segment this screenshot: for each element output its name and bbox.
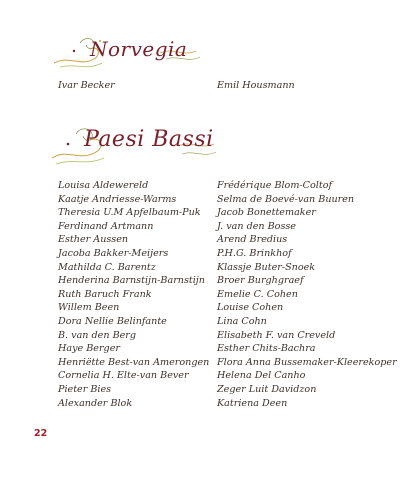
- list-item: P.H.G. Brinkhof: [217, 247, 292, 259]
- name-list-left: [58, 179, 209, 410]
- list-item: Pieter Bies: [58, 383, 112, 395]
- list-item: Lina Cohn: [217, 315, 267, 327]
- name-list-left: [58, 79, 115, 93]
- list-item: Cornelia H. Elte-van Bever: [58, 370, 189, 382]
- list-item: Henriëtte Best-van Amerongen: [58, 356, 210, 368]
- section-heading-netherlands: [50, 124, 214, 164]
- list-item: Ferdinand Artmann: [58, 220, 154, 232]
- list-item: Ivar Becker: [58, 80, 115, 91]
- list-item: J. van den Bosse: [217, 220, 296, 232]
- list-item: Louisa Aldewereld: [58, 180, 149, 191]
- section-title: Paesi Bassi: [84, 127, 214, 152]
- list-item: Haye Berger: [58, 343, 120, 355]
- list-item: Ruth Baruch Frank: [58, 288, 152, 300]
- list-item: Kaatje Andriesse-Warms: [58, 193, 177, 205]
- list-item: Jacob Bonettemaker: [217, 207, 316, 219]
- list-item: Zeger Luit Davidzon: [217, 383, 317, 395]
- list-item: Henderina Barnstijn-Barnstijn: [58, 275, 205, 287]
- list-item: Jacoba Bakker-Meijers: [58, 247, 169, 259]
- list-item: Klassje Buter-Snoek: [217, 261, 316, 273]
- list-item: Mathilda C. Barentz: [58, 261, 156, 273]
- list-item: Alexander Blok: [58, 397, 133, 409]
- list-item: Elisabeth F. van Creveld: [217, 329, 336, 341]
- list-item: Emelie C. Cohen: [217, 288, 298, 300]
- list-item: Esther Chits-Bachra: [217, 343, 316, 355]
- list-item: Katriena Deen: [217, 397, 288, 409]
- list-item: Dora Nellie Belinfante: [58, 315, 167, 327]
- list-item: Emil Housmann: [217, 80, 295, 91]
- list-item: Louise Cohen: [217, 302, 284, 314]
- list-item: Esther Aussen: [58, 234, 129, 246]
- list-item: Willem Been: [58, 302, 120, 314]
- list-item: Selma de Boevé-van Buuren: [217, 193, 355, 205]
- list-item: Arend Bredius: [217, 234, 288, 246]
- list-item: Flora Anna Bussemaker-Kleerekoper: [217, 356, 397, 368]
- list-item: Theresia U.M Apfelbaum-Puk: [58, 207, 201, 219]
- list-item: B. van den Berg: [58, 329, 137, 341]
- list-item: Frédérique Blom-Coltof: [217, 180, 333, 191]
- name-list-right: [217, 79, 295, 93]
- section-heading-norway: [50, 33, 210, 73]
- name-list-right: [217, 179, 397, 410]
- list-item: Broer Burghgraef: [217, 275, 304, 287]
- list-item: Helena Del Canho: [217, 370, 306, 382]
- section-title: Norvegia: [90, 37, 188, 61]
- page-number: 22: [34, 428, 48, 439]
